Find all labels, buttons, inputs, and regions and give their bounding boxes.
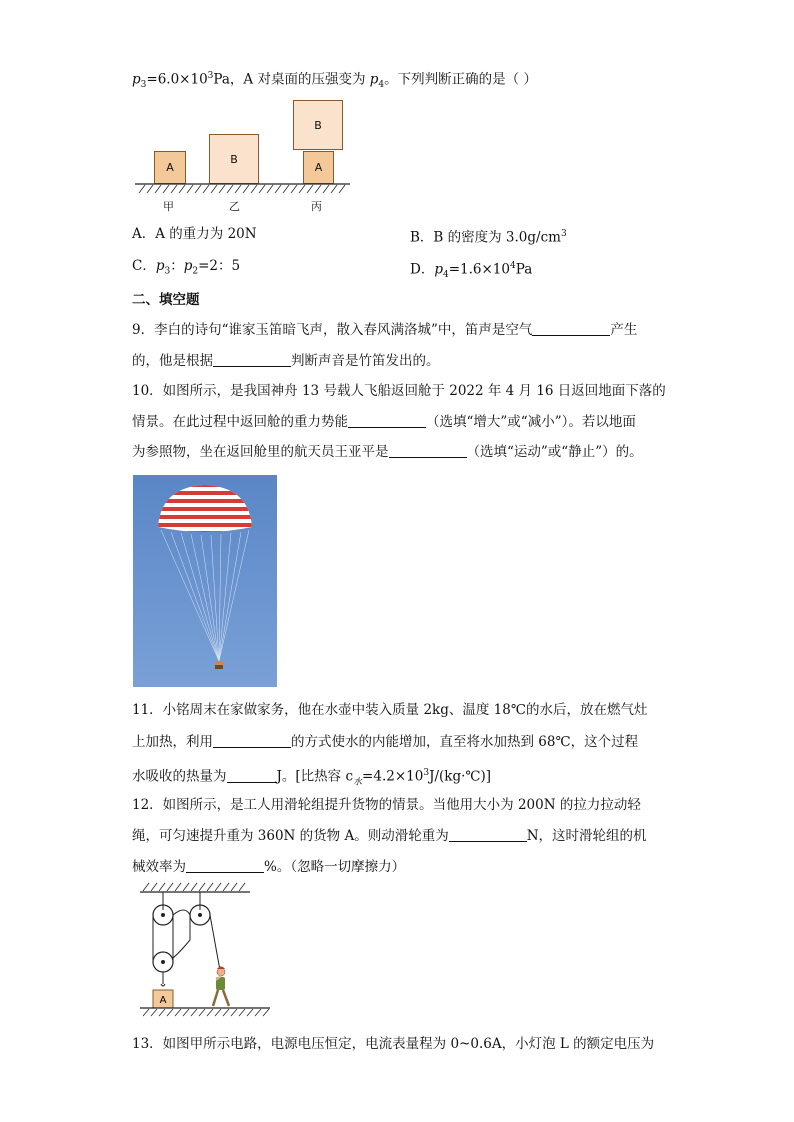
q11-blank-2[interactable] bbox=[227, 768, 277, 783]
p3-exponent: 3 bbox=[207, 71, 214, 81]
q10-line3: 为参照物，坐在返回舱里的航天员王亚平是 （选填“运动”或“静止”）的。 bbox=[132, 444, 643, 460]
option-c: C．$p_3$：$p_2=2$：5 bbox=[132, 258, 241, 277]
q8-tail-line bbox=[132, 67, 537, 94]
label-jia: 甲 bbox=[163, 200, 174, 213]
block-a-jia: A bbox=[154, 151, 186, 184]
q12-line1: 12．如图所示，是工人用滑轮组提升货物的情景。当他用大小为 200N 的拉力拉动轻 bbox=[132, 797, 641, 813]
label-yi: 乙 bbox=[229, 200, 240, 213]
section-title-fill-in: 二、填空题 bbox=[132, 292, 200, 308]
q9-line1: 9．李白的诗句“谁家玉笛暗飞声，散入春风满洛城”中，笛声是空气 产生 bbox=[132, 322, 638, 338]
block-a-bing: A bbox=[303, 151, 334, 184]
option-a: A．A 的重力为 20N bbox=[132, 226, 257, 242]
q8-question-tail: 。下列判断正确的是（ ） bbox=[384, 71, 537, 88]
q13-line1: 13．如图甲所示电路，电源电压恒定，电流表量程为 0~0.6A，小灯泡 L 的额定电压为 bbox=[132, 1036, 655, 1052]
option-d: D．$p_4=1.6\times 10^4Pa$ bbox=[410, 261, 533, 281]
q12-line2: 绳，可匀速提升重为 360N 的货物 A。则动滑轮重为 N，这时滑轮组的机 bbox=[132, 828, 647, 844]
p3-value: =6.0×10 bbox=[146, 71, 208, 88]
q10-blank-1[interactable] bbox=[348, 413, 426, 428]
q9-line2: 的，他是根据 判断声音是竹笛发出的。 bbox=[132, 353, 440, 369]
q9-blank-2[interactable] bbox=[213, 352, 291, 367]
p3-symbol: p bbox=[132, 71, 141, 88]
q11-line3: 水吸收的热量为 J。[比热容 $c_水=4.2\times 10^3J/(kg\cdot℃)$] bbox=[132, 768, 492, 788]
p4-subscript: 4 bbox=[378, 80, 385, 91]
block-b-yi: B bbox=[209, 134, 259, 184]
option-b: B．B 的密度为 $3.0g/cm^3$ bbox=[410, 229, 567, 246]
q10-blank-2[interactable] bbox=[389, 443, 467, 458]
p4-symbol: p bbox=[369, 71, 379, 88]
p3-subscript: 3 bbox=[140, 80, 147, 91]
q10-line1: 10．如图所示，是我国神舟 13 号载人飞船返回舱于 2022 年 4 月 16 日返回地面下落的 bbox=[132, 383, 666, 399]
q11-line1: 11．小铭周末在家做家务，他在水壶中装入质量 2kg、温度 18℃的水后，放在燃气灶 bbox=[132, 702, 648, 718]
p3-unit-text: Pa，A 对桌面的压强变为 bbox=[213, 71, 370, 88]
q11-blank-1[interactable] bbox=[213, 733, 291, 748]
pulley-system-figure bbox=[135, 880, 280, 1030]
q9-blank-1[interactable] bbox=[532, 321, 610, 336]
pulley-block-a-label: A bbox=[159, 995, 167, 1006]
ground-hatch bbox=[135, 183, 350, 195]
q12-blank-1[interactable] bbox=[449, 827, 527, 842]
q12-line3: 械效率为 %。（忽略一切摩擦力） bbox=[132, 859, 406, 875]
q10-line2: 情景。在此过程中返回舱的重力势能 （选填“增大”或“减小”）。若以地面 bbox=[132, 414, 636, 430]
block-b-bing: B bbox=[293, 100, 343, 150]
label-bing: 丙 bbox=[311, 200, 322, 213]
q11-line2: 上加热，利用 的方式使水的内能增加，直至将水加热到 68℃，这个过程 bbox=[132, 734, 639, 750]
q12-blank-2[interactable] bbox=[186, 858, 264, 873]
parachute-photo bbox=[133, 475, 277, 687]
